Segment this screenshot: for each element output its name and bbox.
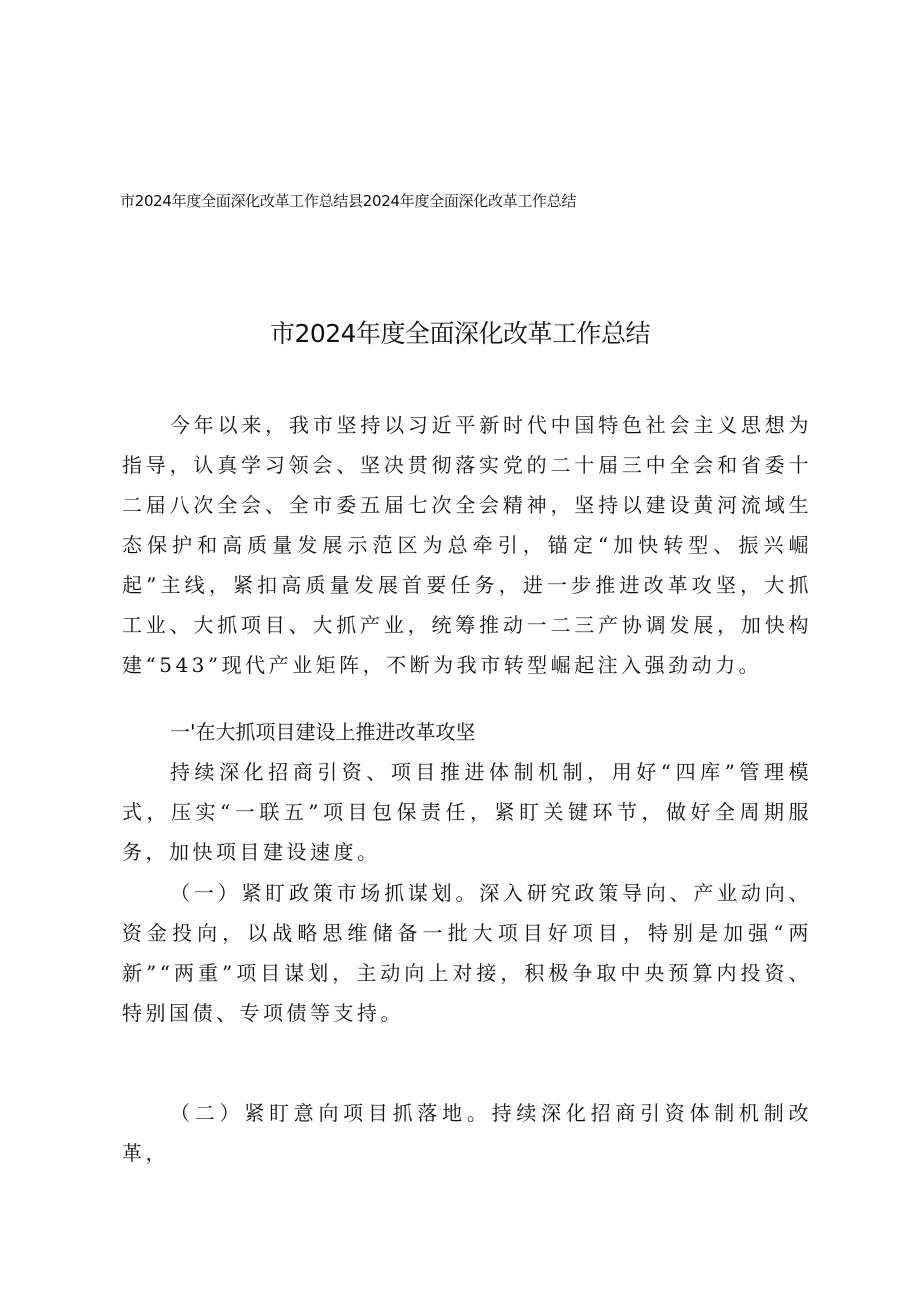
item-paragraph-2: （二）紧盯意向项目抓落地。持续深化招商引资体制机制改革， [122,1101,812,1165]
item-paragraph-1: （一）紧盯政策市场抓谋划。深入研究政策导向、产业动向、资金投向，以战略思维储备一批大项目好项目，特别是加强“两新”“两重”项目谋划，主动向上对接，积极争取中央预算内投资、特别国债、专项债等支持。 [122,881,812,1025]
section-heading: 一'在大抓项目建设上推进改革攻坚 [170,720,476,744]
document-header: 市2024年度全面深化改革工作总结县2024年度全面深化改革工作总结 [120,192,577,210]
intro-paragraph: 今年以来，我市坚持以习近平新时代中国特色社会主义思想为指导，认真学习领会、坚决贯彻落实党的二十届三中全会和省委十二届八次全会、全市委五届七次全会精神，坚持以建设黄河流域生态保护和高质量发展示范区为总牵引，锚定“加快转型、振兴崛起”主线，紧扣高质量发展首要任务，进一步推进改革攻坚，大抓工业、大抓项目、大抓产业，统筹推动一二三产协调发展，加快构建“543”现代产业矩阵，不断为我市转型崛起注入强劲动力。 [122,413,812,677]
document-title: 市2024年度全面深化改革工作总结 [269,319,651,348]
section-intro-paragraph: 持续深化招商引资、项目推进体制机制，用好“四库”管理模式，压实“一联五”项目包保责任，紧盯关键环节，做好全周期服务，加快项目建设速度。 [122,760,812,864]
